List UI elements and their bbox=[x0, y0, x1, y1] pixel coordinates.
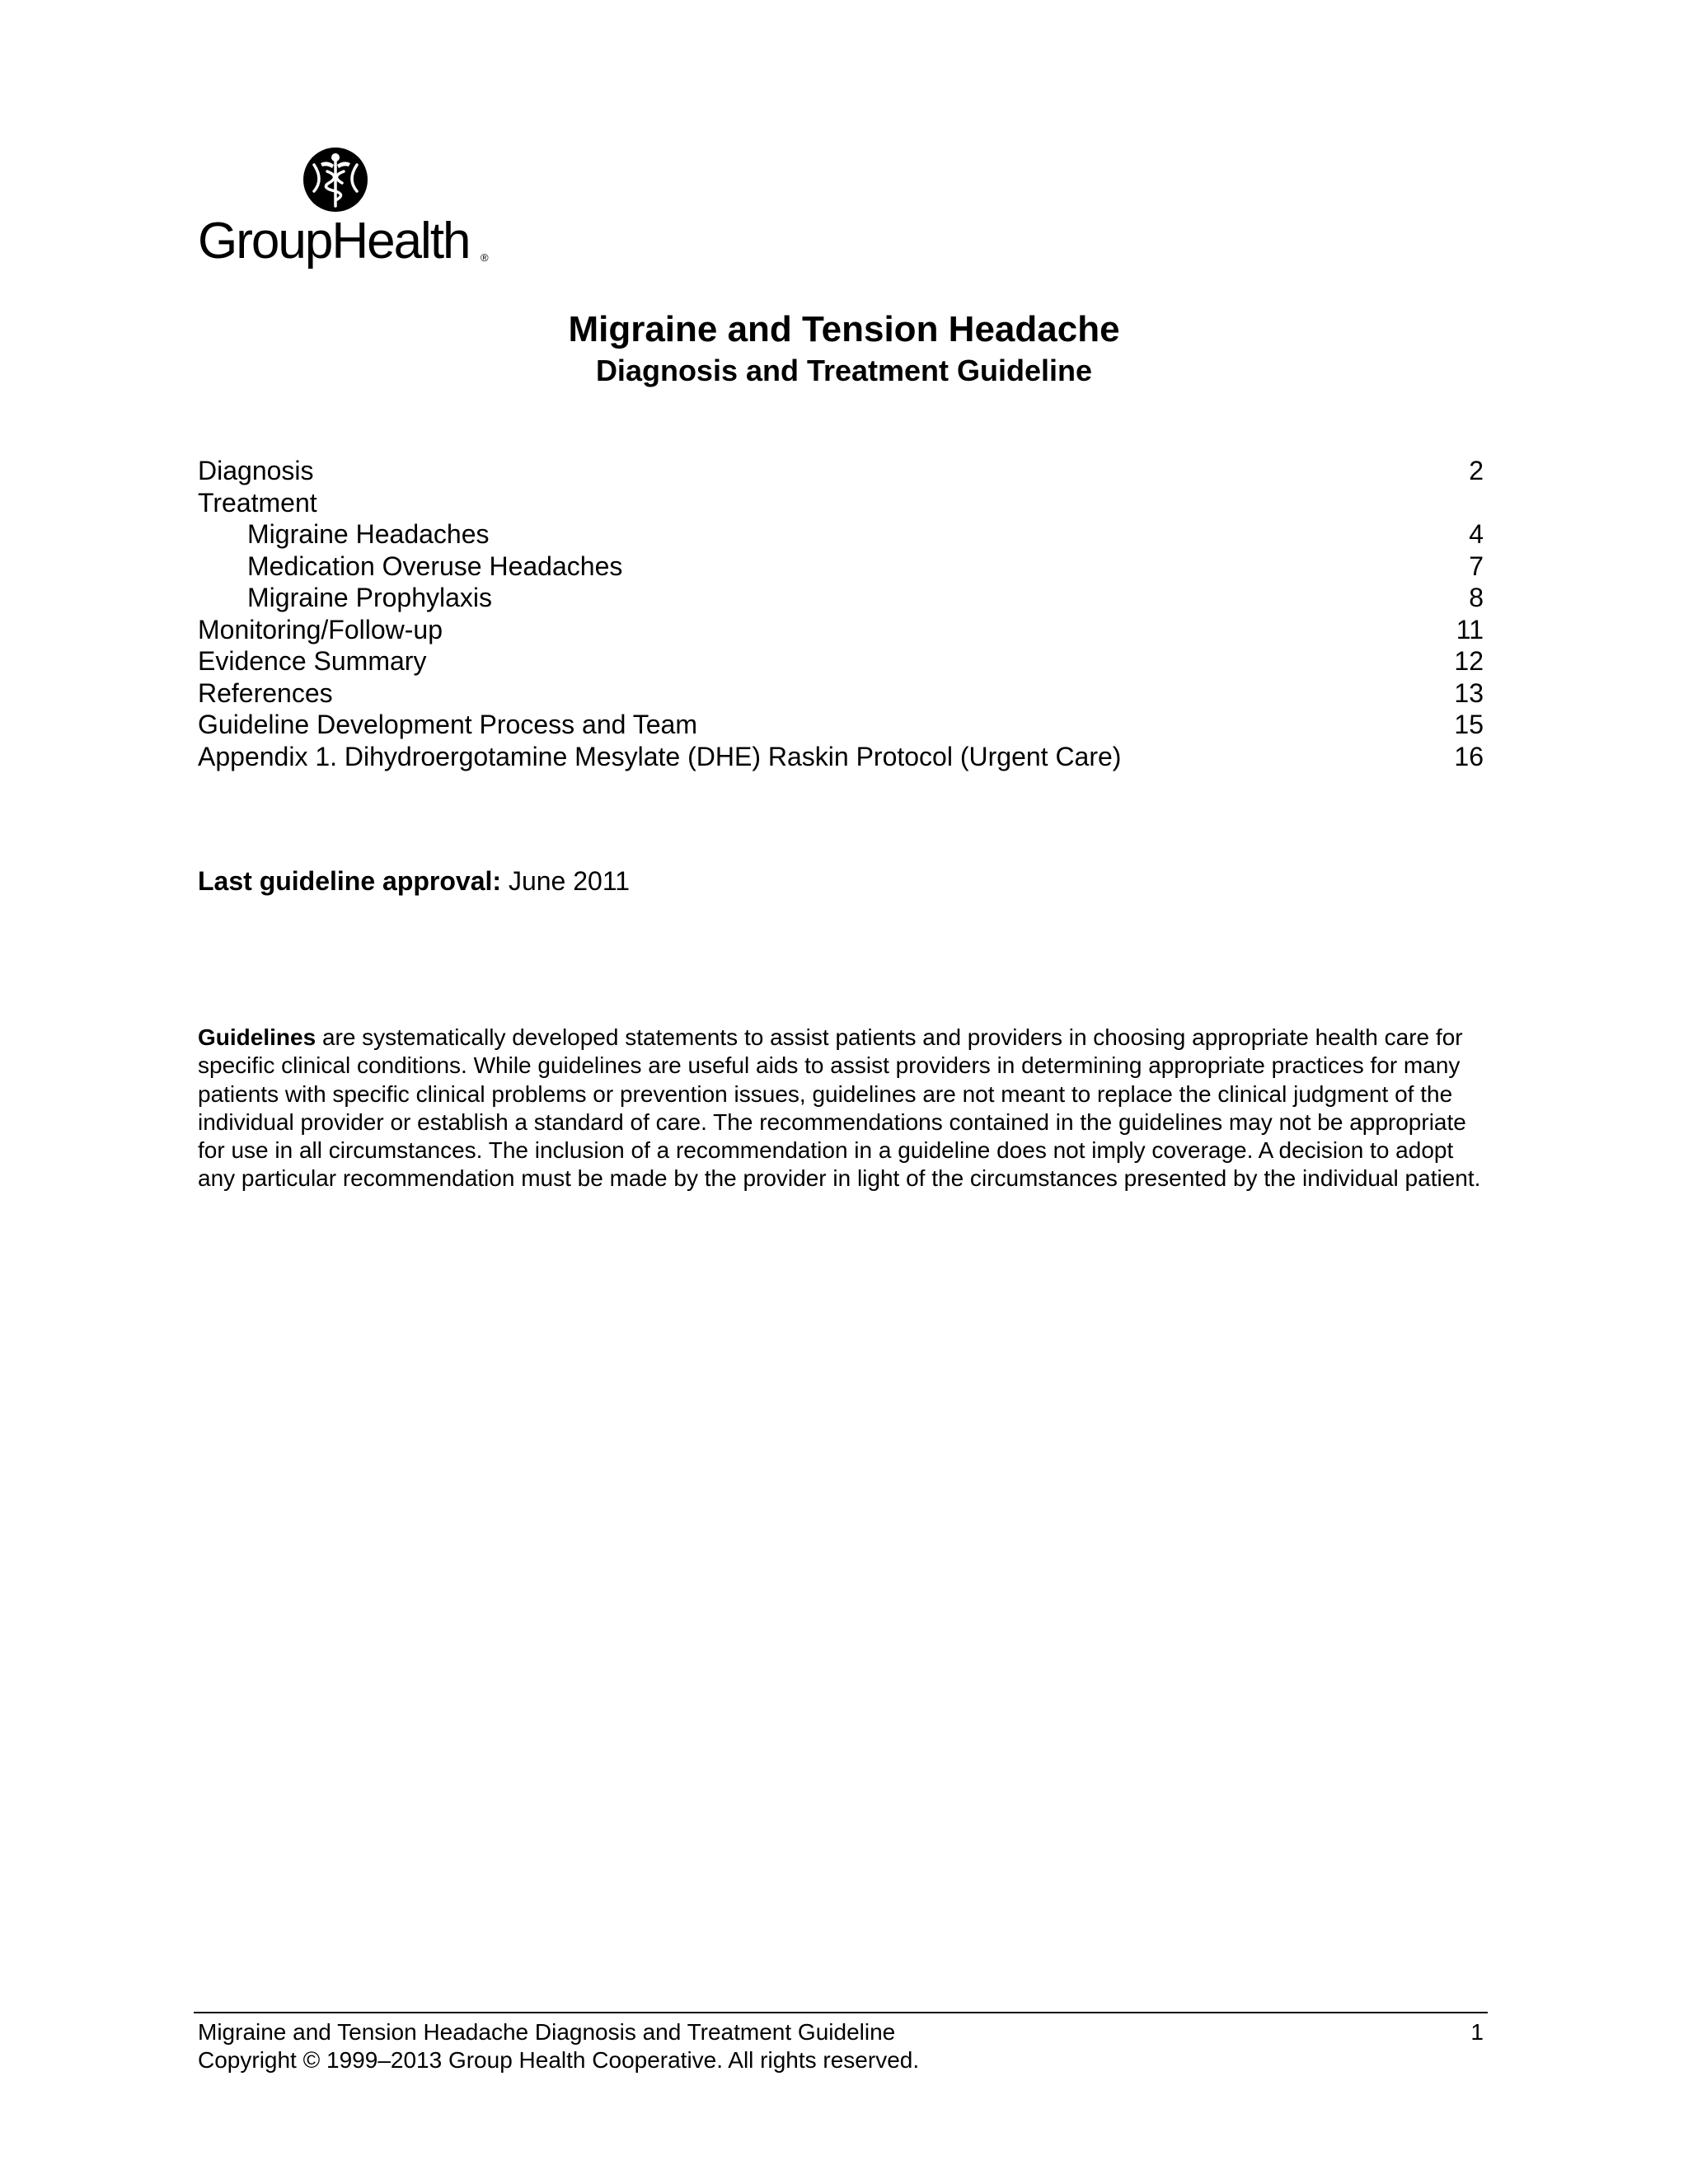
toc-page-number: 8 bbox=[1469, 583, 1484, 612]
toc-label: Appendix 1. Dihydroergotamine Mesylate (DHE) Raskin Protocol (Urgent Care) bbox=[198, 741, 1122, 771]
toc-label: References bbox=[198, 677, 333, 708]
guidelines-disclaimer bbox=[198, 1024, 1484, 1193]
group-health-logo bbox=[198, 147, 495, 279]
footer-title-line bbox=[198, 2018, 1484, 2046]
page-footer bbox=[198, 2018, 1484, 2074]
toc-item-monitoring-follow-up[interactable] bbox=[198, 614, 1484, 646]
toc-item-treatment[interactable] bbox=[198, 487, 1484, 519]
toc-label: Migraine Prophylaxis bbox=[247, 583, 493, 612]
footer-doc-title: Migraine and Tension Headache Diagnosis and Treatment Guideline bbox=[198, 2019, 896, 2045]
disclaimer-body: are systematically developed statements to assist patients and providers in choosing appropriate health care for specific clinical conditions. While guidelines are useful aids to assist providers in determining appropriate practices for many patients with specific clinical problems or prevention issues, guidelines are not meant to replace the clinical judgment of the individual provider or establish a standard of care. The recommendations contained in the guidelines may not be appropriate for use in all circumstances. The inclusion of a recommendation in a guideline does not imply coverage. A decision to adopt any particular recommendation must be made by the provider in light of the circumstances presented by the individual patient. bbox=[198, 1024, 1481, 1192]
toc-page-number: 15 bbox=[1454, 710, 1484, 739]
toc-item-evidence-summary[interactable] bbox=[198, 645, 1484, 677]
toc-item-references[interactable] bbox=[198, 677, 1484, 710]
toc-page-number: 11 bbox=[1456, 614, 1484, 644]
document-heading bbox=[0, 307, 1688, 389]
toc-page-number: 16 bbox=[1454, 741, 1484, 771]
caduceus-emblem-icon bbox=[302, 147, 368, 213]
toc-page-number: 4 bbox=[1469, 519, 1484, 549]
toc-label: Medication Overuse Headaches bbox=[247, 551, 623, 581]
guideline-approval bbox=[198, 865, 630, 897]
registered-mark: ® bbox=[481, 251, 489, 264]
logo-wordmark: GroupHealth bbox=[198, 213, 470, 269]
approval-date: June 2011 bbox=[508, 866, 631, 896]
toc-label: Diagnosis bbox=[198, 456, 314, 485]
toc-page-number: 7 bbox=[1469, 551, 1484, 581]
disclaimer-lead: Guidelines bbox=[198, 1024, 316, 1050]
toc-item-diagnosis[interactable] bbox=[198, 455, 1484, 487]
toc-item-guideline-development[interactable] bbox=[198, 709, 1484, 741]
toc-item-migraine-prophylaxis[interactable] bbox=[198, 582, 1484, 614]
toc-label: Migraine Headaches bbox=[247, 519, 490, 549]
toc-page-number: 13 bbox=[1454, 677, 1484, 708]
document-subtitle: Diagnosis and Treatment Guideline bbox=[595, 354, 1093, 387]
toc-item-medication-overuse-headaches[interactable] bbox=[198, 551, 1484, 583]
toc-page-number: 12 bbox=[1454, 646, 1484, 676]
footer-page-number: 1 bbox=[1470, 2019, 1484, 2045]
toc-label: Treatment bbox=[198, 487, 317, 518]
toc-page-number: 2 bbox=[1469, 456, 1484, 485]
toc-label: Monitoring/Follow-up bbox=[198, 614, 443, 644]
toc-item-migraine-headaches[interactable] bbox=[198, 518, 1484, 551]
table-of-contents bbox=[198, 455, 1484, 772]
toc-label: Guideline Development Process and Team bbox=[198, 710, 697, 739]
approval-label: Last guideline approval: bbox=[198, 866, 502, 896]
footer-divider bbox=[194, 2012, 1488, 2013]
footer-copyright: Copyright © 1999–2013 Group Health Cooperative. All rights reserved. bbox=[198, 2047, 920, 2073]
document-title: Migraine and Tension Headache bbox=[568, 309, 1120, 349]
toc-label: Evidence Summary bbox=[198, 646, 427, 676]
toc-item-appendix-1[interactable] bbox=[198, 741, 1484, 773]
